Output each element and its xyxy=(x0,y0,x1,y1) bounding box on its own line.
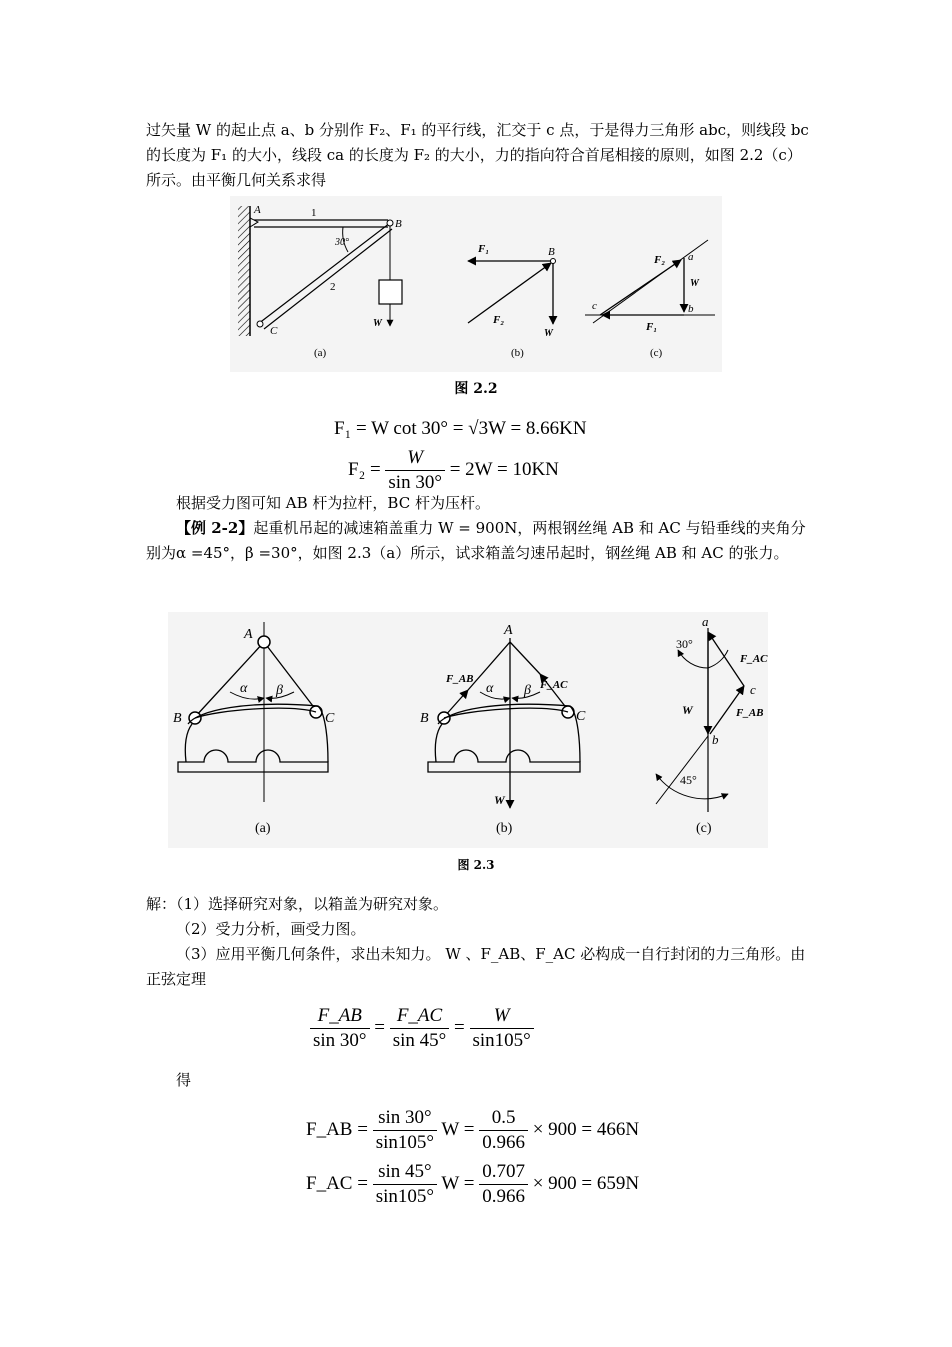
label-C: C xyxy=(270,325,278,337)
equation-FAB-den-2: 0.966 xyxy=(482,1132,525,1153)
label-beta: β xyxy=(276,683,283,698)
label-angle-45: 45° xyxy=(680,773,697,787)
label-a: (a) xyxy=(314,347,327,359)
figure-2-2 xyxy=(230,196,722,372)
solution-step-3: （3）应用平衡几何条件，求出未知力。 W 、F_AB、F_AC 必构成一自行封闭的力三角形。由正弦定理 xyxy=(146,945,806,988)
equation-FAC-frac-1 xyxy=(373,1160,437,1209)
label-B: B xyxy=(420,711,429,726)
label-FAC: F_AC xyxy=(740,653,768,665)
label-angle-30: 30° xyxy=(335,237,349,248)
sine-law-num-3: W xyxy=(470,1004,534,1029)
label-c: c xyxy=(592,300,597,312)
equation-FAB xyxy=(306,1106,639,1155)
sine-law-num-1: F_AB xyxy=(310,1004,370,1029)
label-F1: F₁ xyxy=(478,243,490,255)
label-W: W xyxy=(690,278,699,289)
equation-FAC-num-1: sin 45° xyxy=(373,1160,437,1185)
label-b: (b) xyxy=(496,821,513,836)
label-B: B xyxy=(173,711,182,726)
sine-law-num-2: F_AC xyxy=(390,1004,450,1029)
label-C: C xyxy=(325,711,335,726)
equation-FAB-frac-1 xyxy=(373,1106,437,1155)
paragraph-intro: 过矢量 W 的起止点 a、b 分别作 F₂、F₁ 的平行线，汇交于 c 点，于是得力三角形 abc，则线段 bc 的长度为 F₁ 的大小，线段 ca 的长度为 F₂ 的大小，力的指向符合首尾相接的原则，如图 2.2（c）所示。由平衡几何关系求得 xyxy=(146,121,809,189)
label-W: W xyxy=(373,318,382,329)
equation-FAB-lhs: F_AB = xyxy=(306,1118,368,1140)
label-W: W xyxy=(494,793,505,807)
label-B: B xyxy=(548,246,555,258)
label-angle-30: 30° xyxy=(676,637,693,651)
label-F2: F₂ xyxy=(654,254,666,266)
label-FAB: F_AB xyxy=(736,707,764,719)
label-b: (b) xyxy=(511,347,524,359)
equation-F2-lhs: F₂ = xyxy=(348,458,381,480)
equation-FAC-mid: W = xyxy=(441,1172,475,1194)
label-alpha: α xyxy=(240,681,248,696)
equation-FAC xyxy=(306,1160,639,1209)
label-b: b xyxy=(688,303,694,315)
word-de: 得 xyxy=(176,1071,192,1089)
solution-step-1: 解：（1）选择研究对象，以箱盖为研究对象。 xyxy=(146,895,449,913)
equation-F2 xyxy=(348,446,559,495)
equation-FAB-num-2: 0.5 xyxy=(479,1106,528,1131)
label-W: W xyxy=(682,703,693,717)
label-a: (a) xyxy=(255,821,271,836)
label-A: A xyxy=(504,623,513,638)
label-bar-2: 2 xyxy=(330,281,336,293)
paragraph-conclusion: 根据受力图可知 AB 杆为拉杆，BC 杆为压杆。 xyxy=(176,494,490,512)
label-C: C xyxy=(576,709,586,724)
sine-law-den-3: sin105° xyxy=(472,1030,531,1051)
example-text: 起重机吊起的减速箱盖重力 W = 900N，两根钢丝绳 AB 和 AC 与铅垂线的夹角分别为α =45°，β =30°，如图 2.3（a）所示，试求箱盖匀速吊起时，钢丝绳 AB 和 AC 的张力。 xyxy=(146,519,806,562)
equation-F2-num: W xyxy=(385,446,445,471)
paragraph-example xyxy=(146,516,814,566)
label-a: a xyxy=(702,614,709,629)
equation-F2-fraction xyxy=(385,446,445,495)
fraction-FAC xyxy=(390,1004,450,1053)
label-c-fig: (c) xyxy=(650,347,663,359)
label-c: c xyxy=(750,682,756,697)
label-b: b xyxy=(712,732,719,747)
label-A: A xyxy=(244,627,253,642)
equation-FAC-lhs: F_AC = xyxy=(306,1172,368,1194)
equation-FAC-num-2: 0.707 xyxy=(479,1160,528,1185)
equation-FAB-mid: W = xyxy=(441,1118,475,1140)
label-beta: β xyxy=(524,683,531,698)
equation-F1: F₁ = W cot 30° = √3W = 8.66KN xyxy=(334,418,587,439)
equation-FAB-num-1: sin 30° xyxy=(373,1106,437,1131)
label-c-fig: (c) xyxy=(696,821,712,836)
equation-FAC-rhs: × 900 = 659N xyxy=(532,1172,640,1194)
label-F2: F₂ xyxy=(493,314,505,326)
caption-figure-2-3: 图 2.3 xyxy=(457,858,495,872)
equation-FAC-frac-2 xyxy=(479,1160,528,1209)
equation-F2-den: sin 30° xyxy=(388,472,442,493)
label-bar-1: 1 xyxy=(311,207,317,219)
fraction-FAB xyxy=(310,1004,370,1053)
label-A: A xyxy=(254,204,261,216)
solution-step-2: （2）受力分析，画受力图。 xyxy=(176,920,366,938)
label-alpha: α xyxy=(486,681,494,696)
label-FAB: F_AB xyxy=(446,673,474,685)
sine-law-den-1: sin 30° xyxy=(313,1030,367,1051)
label-F1: F₁ xyxy=(646,321,658,333)
example-tag: 【例 2-2】 xyxy=(176,519,254,537)
equation-FAB-frac-2 xyxy=(479,1106,528,1155)
equation-FAB-den-1: sin105° xyxy=(375,1132,434,1153)
equation-F2-rhs: = 2W = 10KN xyxy=(449,458,559,480)
label-W: W xyxy=(544,328,553,339)
equation-sine-law: $\frac{F\_AB}{\sin 30^\circ}$ = $\frac{F\_AC}{\sin 45^\circ}$ = $\frac{W}{\sin 105^\circ}$ xyxy=(310,1004,534,1053)
label-FAC: F_AC xyxy=(540,679,568,691)
fraction-W xyxy=(470,1004,534,1053)
figure-2-3 xyxy=(168,612,768,848)
equation-FAB-rhs: × 900 = 466N xyxy=(532,1118,640,1140)
label-a: a xyxy=(688,251,694,263)
equation-FAC-den-1: sin105° xyxy=(375,1186,434,1207)
equation-FAC-den-2: 0.966 xyxy=(482,1186,525,1207)
sine-law-den-2: sin 45° xyxy=(392,1030,447,1051)
label-B: B xyxy=(395,218,402,230)
caption-figure-2-2: 图 2.2 xyxy=(454,381,498,397)
